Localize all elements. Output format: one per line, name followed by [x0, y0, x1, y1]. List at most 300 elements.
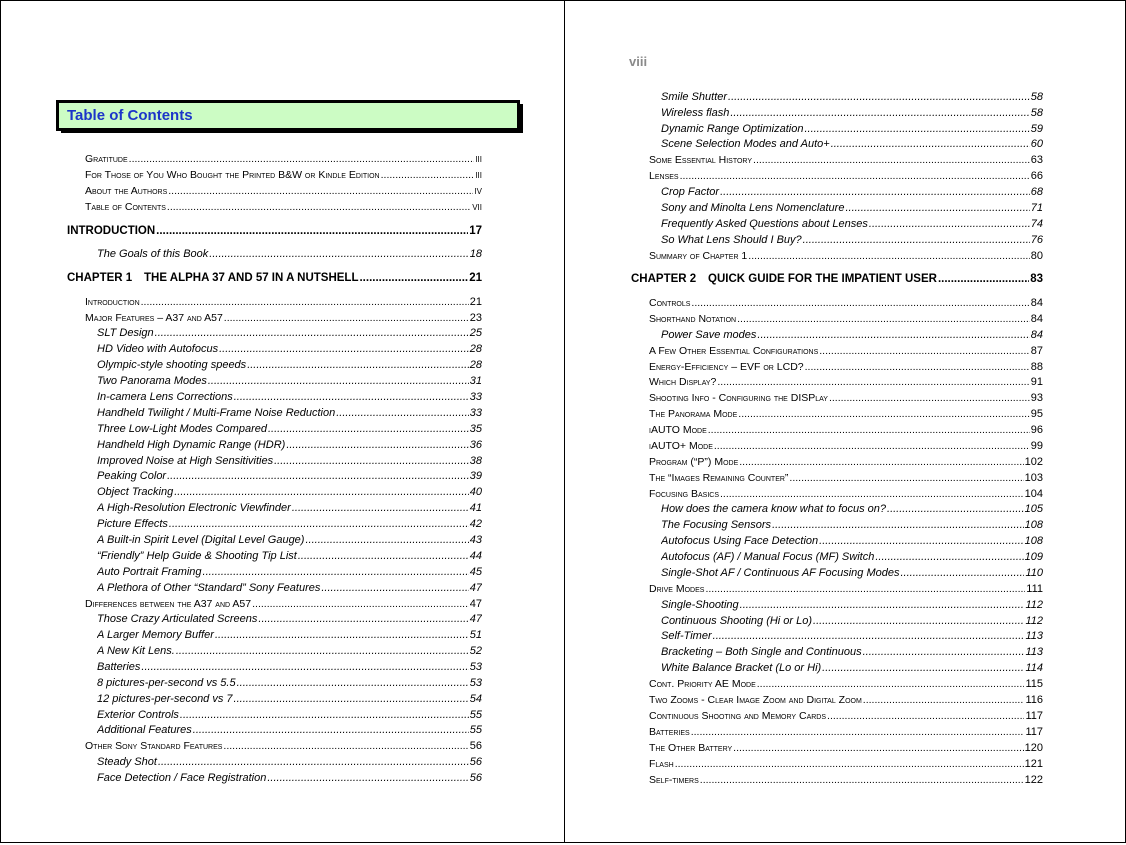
- toc-entry: [97, 675, 482, 691]
- toc-entry-page: 36: [469, 439, 482, 451]
- toc-entry-title: Two Panorama Modes: [97, 375, 207, 387]
- toc-entry-page: iii: [475, 153, 482, 165]
- dot-leader: [219, 341, 469, 357]
- toc-entry: [97, 707, 482, 723]
- toc-entry-title: Focusing Basics: [649, 488, 720, 500]
- toc-entry-title: Batteries: [97, 661, 141, 673]
- toc-entry-page: 96: [1030, 424, 1043, 436]
- toc-entry-title: A Plethora of Other “Standard” Sony Features: [97, 582, 321, 594]
- toc-entry-title: A Larger Memory Buffer: [97, 629, 214, 641]
- toc-entry: [649, 390, 1043, 406]
- page-number: viii: [629, 54, 648, 69]
- dot-leader: [831, 136, 1030, 152]
- toc-entry-page: 38: [469, 455, 482, 467]
- toc-entry-title: Continuous Shooting (Hi or Lo): [661, 615, 813, 627]
- toc-entry-page: 39: [469, 470, 482, 482]
- toc-entry-title: Smile Shutter: [661, 91, 728, 103]
- toc-entry-title: The “Images Remaining Counter”: [649, 472, 789, 484]
- toc-entry: [97, 500, 482, 516]
- toc-entry-title: Single-Shot AF / Continuous AF Focusing Modes: [661, 567, 900, 579]
- toc-entry-page: 112: [1025, 599, 1043, 611]
- toc-entry: [85, 199, 482, 215]
- toc-entry-page: 105: [1024, 503, 1043, 515]
- toc-entry-title: The Focusing Sensors: [661, 519, 772, 531]
- toc-entry-title: iAUTO Mode: [649, 424, 707, 436]
- toc-entry: [97, 453, 482, 469]
- toc-entry: [649, 406, 1043, 422]
- dot-leader: [819, 533, 1024, 549]
- toc-entry-page: 43: [469, 534, 482, 546]
- chapter-number: CHAPTER 1: [67, 272, 133, 284]
- dot-leader: [234, 389, 469, 405]
- dot-leader: [717, 374, 1029, 390]
- toc-entry-title: Steady Shot: [97, 756, 157, 768]
- dot-leader: [733, 740, 1023, 756]
- dot-leader: [875, 549, 1023, 565]
- toc-entry: [97, 770, 482, 786]
- toc-entry-title: 8 pictures-per-second vs 5.5: [97, 677, 236, 689]
- toc-entry: [97, 389, 482, 405]
- toc-entry: [661, 549, 1043, 565]
- dot-leader: [757, 676, 1025, 692]
- right-toc-list: [565, 1, 1125, 842]
- toc-entry-title: Shooting Info - Configuring the DISPlay: [649, 392, 828, 404]
- toc-entry-title: Autofocus (AF) / Manual Focus (MF) Switch: [661, 551, 875, 563]
- chapter-number: CHAPTER 2: [631, 273, 697, 285]
- toc-entry-title: Sony and Minolta Lens Nomenclature: [661, 202, 845, 214]
- dot-leader: [738, 406, 1029, 422]
- toc-entry-title: Single-Shooting: [661, 599, 739, 611]
- toc-entry: [97, 357, 482, 373]
- toc-entry-page: 117: [1025, 710, 1043, 722]
- toc-entry-title: So What Lens Should I Buy?: [661, 234, 802, 246]
- toc-entry-page: 84: [1030, 297, 1043, 309]
- toc-entry-page: 80: [1030, 250, 1043, 262]
- dot-leader: [298, 548, 469, 564]
- toc-entry: [649, 343, 1043, 359]
- toc-entry: [661, 644, 1043, 660]
- toc-entry: [97, 246, 482, 262]
- toc-entry-title: Object Tracking: [97, 486, 174, 498]
- toc-entry-title: Lenses: [649, 170, 679, 182]
- toc-entry-title: Introduction: [85, 296, 140, 308]
- toc-entry-page: 102: [1024, 456, 1043, 468]
- toc-entry: [97, 627, 482, 643]
- dot-leader: [158, 754, 469, 770]
- dot-leader: [286, 437, 468, 453]
- toc-entry-page: 47: [469, 582, 482, 594]
- toc-entry: [661, 565, 1043, 581]
- toc-entry-page: 55: [469, 724, 482, 736]
- toc-entry-page: 33: [469, 391, 482, 403]
- toc-entry: [97, 580, 482, 596]
- toc-entry: [631, 271, 1043, 287]
- dot-leader: [167, 199, 471, 215]
- toc-entry-page: 21: [469, 272, 482, 284]
- dot-leader: [336, 405, 469, 421]
- dot-leader: [247, 357, 469, 373]
- toc-entry-page: 68: [1030, 186, 1043, 198]
- dot-leader: [174, 484, 469, 500]
- toc-entry: [649, 374, 1043, 390]
- toc-entry-title: Face Detection / Face Registration: [97, 772, 267, 784]
- toc-entry-title: Batteries: [649, 726, 690, 738]
- toc-entry-page: 31: [469, 375, 482, 387]
- toc-entry-title: Other Sony Standard Features: [85, 740, 223, 752]
- toc-entry: [661, 89, 1043, 105]
- dot-leader: [713, 628, 1025, 644]
- toc-entry: [67, 270, 482, 286]
- dot-leader: [680, 168, 1030, 184]
- dot-leader: [740, 597, 1025, 613]
- toc-entry-page: 104: [1024, 488, 1043, 500]
- dot-leader: [321, 580, 468, 596]
- toc-entry: [649, 168, 1043, 184]
- toc-entry: [97, 564, 482, 580]
- toc-entry-title: Those Crazy Articulated Screens: [97, 613, 258, 625]
- toc-entry-page: 95: [1030, 408, 1043, 420]
- toc-entry-title: Olympic-style shooting speeds: [97, 359, 247, 371]
- toc-entry: [97, 468, 482, 484]
- toc-entry-page: 66: [1030, 170, 1043, 182]
- toc-entry: [661, 232, 1043, 248]
- toc-entry-page: 93: [1030, 392, 1043, 404]
- dot-leader: [705, 581, 1025, 597]
- toc-entry-page: 56: [469, 740, 482, 752]
- toc-entry-page: 44: [469, 550, 482, 562]
- toc-entry-page: 42: [469, 518, 482, 530]
- toc-entry-page: 41: [469, 502, 482, 514]
- toc-entry-title: Some Essential History: [649, 154, 753, 166]
- dot-leader: [813, 613, 1024, 629]
- toc-entry-title: Self-Timer: [661, 630, 712, 642]
- dot-leader: [728, 89, 1030, 105]
- toc-entry: [661, 327, 1043, 343]
- toc-entry-page: 52: [469, 645, 482, 657]
- toc-entry: [661, 660, 1043, 676]
- dot-leader: [234, 691, 469, 707]
- toc-entry-page: 59: [1030, 123, 1043, 135]
- toc-entry-title: Handheld Twilight / Multi-Frame Noise Reduction: [97, 407, 336, 419]
- dot-leader: [215, 627, 469, 643]
- toc-entry-title: The Goals of this Book: [97, 248, 209, 260]
- toc-entry-title: HD Video with Autofocus: [97, 343, 219, 355]
- toc-entry-page: 112: [1025, 615, 1043, 627]
- toc-entry: [97, 532, 482, 548]
- toc-entry-page: iii: [475, 169, 482, 181]
- toc-entry-page: 88: [1030, 361, 1043, 373]
- toc-entry: [97, 659, 482, 675]
- toc-entry: [649, 248, 1043, 264]
- dot-leader: [863, 692, 1025, 708]
- dot-leader: [208, 373, 469, 389]
- toc-entry: [649, 676, 1043, 692]
- dot-leader: [180, 707, 469, 723]
- toc-entry: [97, 516, 482, 532]
- toc-entry-title: Crop Factor: [661, 186, 720, 198]
- toc-entry-title: Power Save modes: [661, 329, 757, 341]
- toc-entry-page: 113: [1025, 646, 1043, 658]
- toc-entry-title: Continuous Shooting and Memory Cards: [649, 710, 827, 722]
- toc-entry: [661, 200, 1043, 216]
- toc-entry-title: The Other Battery: [649, 742, 733, 754]
- toc-entry-title: How does the camera know what to focus on?: [661, 503, 887, 515]
- dot-leader: [739, 454, 1023, 470]
- toc-entry-title: 12 pictures-per-second vs 7: [97, 693, 233, 705]
- toc-entry-page: 110: [1025, 567, 1043, 579]
- toc-entry: [649, 692, 1043, 708]
- toc-entry-page: 114: [1025, 662, 1043, 674]
- toc-entry-page: 53: [469, 677, 482, 689]
- toc-entry: [649, 740, 1043, 756]
- toc-entry-title: Dynamic Range Optimization: [661, 123, 804, 135]
- toc-entry-page: 111: [1026, 583, 1043, 595]
- toc-entry: [97, 754, 482, 770]
- toc-entry: [97, 722, 482, 738]
- toc-entry: [85, 183, 482, 199]
- toc-entry: [661, 533, 1043, 549]
- dot-leader: [869, 216, 1030, 232]
- toc-entry: [85, 596, 482, 612]
- toc-entry-title: Shorthand Notation: [649, 313, 737, 325]
- toc-entry: [649, 724, 1043, 740]
- toc-entry-title: Handheld High Dynamic Range (HDR): [97, 439, 286, 451]
- toc-entry: [85, 738, 482, 754]
- toc-entry-page: 91: [1030, 376, 1043, 388]
- dot-leader: [772, 517, 1024, 533]
- dot-leader: [827, 708, 1024, 724]
- dot-leader: [292, 500, 469, 516]
- toc-entry-page: 18: [469, 248, 482, 260]
- toc-entry-title: Energy-Efficiency – EVF or LCD?: [649, 361, 804, 373]
- toc-entry-page: 47: [469, 613, 482, 625]
- toc-entry-title: iAUTO+ Mode: [649, 440, 713, 452]
- toc-entry: [661, 517, 1043, 533]
- dot-leader: [714, 438, 1030, 454]
- dot-leader: [305, 532, 468, 548]
- dot-leader: [274, 453, 469, 469]
- toc-entry-page: vii: [472, 201, 482, 213]
- toc-entry-title: “Friendly” Help Guide & Shooting Tip List: [97, 550, 297, 562]
- toc-entry-title: Gratitude: [85, 153, 128, 165]
- dot-leader: [737, 311, 1030, 327]
- toc-entry: [67, 223, 482, 239]
- dot-leader: [237, 675, 469, 691]
- toc-entry-title: Drive Modes: [649, 583, 705, 595]
- toc-entry-page: 115: [1025, 678, 1043, 690]
- toc-entry: [649, 422, 1043, 438]
- toc-entry: [649, 486, 1043, 502]
- toc-entry-page: 76: [1030, 234, 1043, 246]
- toc-entry-page: 55: [469, 709, 482, 721]
- dot-leader: [691, 295, 1029, 311]
- toc-entry: [649, 152, 1043, 168]
- toc-entry: [649, 454, 1043, 470]
- dot-leader: [268, 421, 469, 437]
- toc-entry-page: 117: [1025, 726, 1043, 738]
- toc-entry-page: 109: [1024, 551, 1043, 563]
- toc-entry-page: 99: [1030, 440, 1043, 452]
- dot-leader: [155, 325, 469, 341]
- toc-entry-title: Wireless flash: [661, 107, 730, 119]
- dot-leader: [887, 501, 1024, 517]
- toc-entry-title: The Panorama Mode: [649, 408, 738, 420]
- toc-entry-title: Cont. Priority AE Mode: [649, 678, 756, 690]
- toc-entry-page: 40: [469, 486, 482, 498]
- toc-entry-title: INTRODUCTION: [67, 225, 156, 237]
- toc-entry-page: 28: [469, 359, 482, 371]
- toc-entry-title: A Few Other Essential Configurations: [649, 345, 819, 357]
- toc-entry-page: 21: [469, 296, 482, 308]
- toc-entry-title: Summary of Chapter 1: [649, 250, 748, 262]
- dot-leader: [176, 643, 469, 659]
- dot-leader: [156, 223, 468, 239]
- toc-entry-title: A Built-in Spirit Level (Digital Level Gauge): [97, 534, 305, 546]
- toc-entry-page: 116: [1025, 694, 1043, 706]
- toc-entry-page: 28: [469, 343, 482, 355]
- toc-entry-title: THE ALPHA 37 AND 57 IN A NUTSHELL: [144, 272, 359, 284]
- toc-entry-title: White Balance Bracket (Lo or Hi): [661, 662, 822, 674]
- toc-entry: [97, 325, 482, 341]
- toc-entry-page: 58: [1030, 107, 1043, 119]
- dot-leader: [938, 271, 1029, 287]
- toc-entry: [661, 628, 1043, 644]
- toc-entry-title: Program (“P”) Mode: [649, 456, 739, 468]
- dot-leader: [819, 343, 1029, 359]
- toc-entry-page: 108: [1024, 535, 1043, 547]
- toc-entry-page: 60: [1030, 138, 1043, 150]
- dot-leader: [805, 359, 1030, 375]
- dot-leader: [845, 200, 1029, 216]
- toc-entry-page: 56: [469, 756, 482, 768]
- dot-leader: [757, 327, 1029, 343]
- toc-entry: [649, 438, 1043, 454]
- toc-entry: [97, 484, 482, 500]
- toc-entry-page: 45: [469, 566, 482, 578]
- toc-entry-title: A New Kit Lens.: [97, 645, 175, 657]
- toc-entry: [97, 643, 482, 659]
- toc-entry-page: 103: [1024, 472, 1043, 484]
- toc-entry-title: Autofocus Using Face Detection: [661, 535, 819, 547]
- dot-leader: [258, 611, 468, 627]
- toc-entry-title: Flash: [649, 758, 674, 770]
- toc-entry: [97, 611, 482, 627]
- toc-entry: [85, 310, 482, 326]
- toc-entry-title: Exterior Controls: [97, 709, 179, 721]
- toc-entry-page: 87: [1030, 345, 1043, 357]
- toc-entry-title: Table of Contents: [85, 201, 166, 213]
- dot-leader: [223, 738, 468, 754]
- toc-entry-title: Major Features – A37 and A57: [85, 312, 223, 324]
- dot-leader: [900, 565, 1024, 581]
- dot-leader: [829, 390, 1030, 406]
- toc-entry: [649, 311, 1043, 327]
- toc-entry: [649, 756, 1043, 772]
- toc-entry-title: Which Display?: [649, 376, 717, 388]
- toc-entry-page: 47: [469, 598, 482, 610]
- toc-entry: [649, 772, 1043, 788]
- toc-entry-page: 84: [1030, 313, 1043, 325]
- toc-entry-page: 84: [1030, 329, 1043, 341]
- dot-leader: [141, 294, 469, 310]
- dot-leader: [168, 183, 473, 199]
- dot-leader: [359, 270, 468, 286]
- right-page: [564, 0, 1126, 843]
- toc-entry: [661, 501, 1043, 517]
- toc-entry: [661, 184, 1043, 200]
- dot-leader: [720, 486, 1024, 502]
- toc-entry-page: 83: [1030, 273, 1043, 285]
- toc-entry-title: Picture Effects: [97, 518, 168, 530]
- dot-leader: [691, 724, 1025, 740]
- toc-entry: [661, 136, 1043, 152]
- toc-entry-page: 71: [1030, 202, 1043, 214]
- toc-entry-page: 17: [469, 225, 482, 237]
- dot-leader: [803, 232, 1030, 248]
- toc-entry-page: 108: [1024, 519, 1043, 531]
- dot-leader: [169, 516, 469, 532]
- dot-leader: [700, 772, 1024, 788]
- toc-entry-page: 120: [1024, 742, 1043, 754]
- dot-leader: [224, 310, 469, 326]
- toc-entry: [97, 548, 482, 564]
- toc-entry: [661, 613, 1043, 629]
- toc-entry: [85, 167, 482, 183]
- toc-entry-page: 63: [1030, 154, 1043, 166]
- left-toc-list: [1, 1, 564, 842]
- toc-entry-title: Auto Portrait Framing: [97, 566, 202, 578]
- toc-entry-page: 122: [1024, 774, 1043, 786]
- toc-entry: [97, 405, 482, 421]
- toc-entry-title: Peaking Color: [97, 470, 167, 482]
- toc-entry-page: 74: [1030, 218, 1043, 230]
- dot-leader: [203, 564, 469, 580]
- dot-leader: [675, 756, 1024, 772]
- toc-entry: [649, 359, 1043, 375]
- toc-entry-title: In-camera Lens Corrections: [97, 391, 233, 403]
- toc-entry: [97, 421, 482, 437]
- dot-leader: [863, 644, 1025, 660]
- toc-entry-title: Self-timers: [649, 774, 699, 786]
- dot-leader: [252, 596, 469, 612]
- dot-leader: [720, 184, 1030, 200]
- toc-entry-page: 25: [469, 327, 482, 339]
- toc-entry: [97, 341, 482, 357]
- toc-entry-page: 121: [1024, 758, 1043, 770]
- dot-leader: [267, 770, 468, 786]
- toc-entry: [97, 373, 482, 389]
- toc-entry-title: SLT Design: [97, 327, 154, 339]
- toc-entry-title: Three Low-Light Modes Compared: [97, 423, 267, 435]
- toc-entry-title: Scene Selection Modes and Auto+: [661, 138, 830, 150]
- toc-entry-title: For Those of You Who Bought the Printed B&W or Kindle Edition: [85, 169, 380, 181]
- toc-entry: [661, 105, 1043, 121]
- toc-entry-title: Two Zooms - Clear Image Zoom and Digital Zoom: [649, 694, 862, 706]
- toc-entry-title: Controls: [649, 297, 691, 309]
- toc-entry: [97, 691, 482, 707]
- toc-entry: [649, 470, 1043, 486]
- toc-entry: [97, 437, 482, 453]
- dot-leader: [789, 470, 1023, 486]
- toc-title: Table of Contents: [56, 100, 520, 131]
- toc-entry-title: About the Authors: [85, 185, 168, 197]
- toc-entry-page: 51: [469, 629, 482, 641]
- toc-entry-page: 33: [469, 407, 482, 419]
- toc-entry: [661, 216, 1043, 232]
- dot-leader: [209, 246, 468, 262]
- toc-entry-page: 56: [469, 772, 482, 784]
- dot-leader: [381, 167, 475, 183]
